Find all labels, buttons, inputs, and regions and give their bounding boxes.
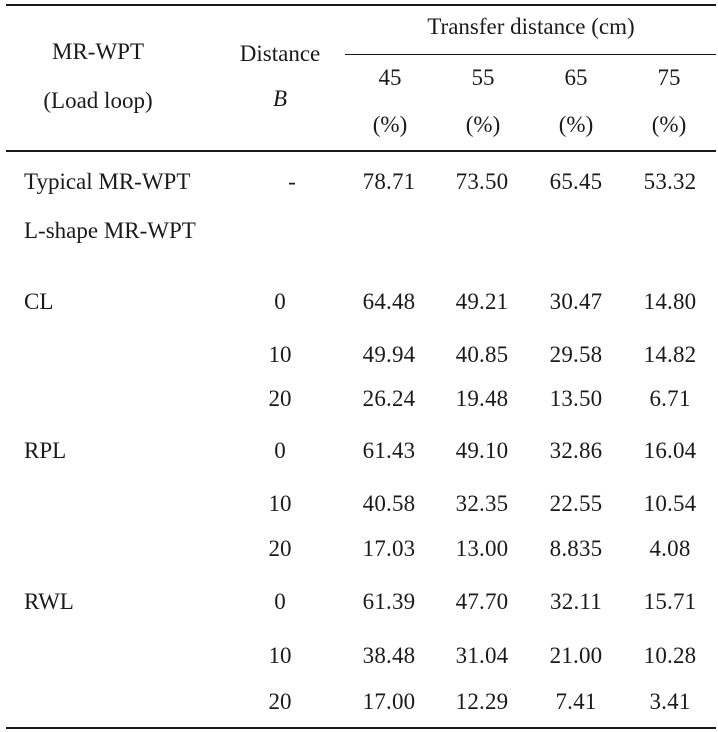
cell-75: 10.28 bbox=[643, 643, 697, 668]
cell-65: 30.47 bbox=[549, 289, 603, 314]
group-underline bbox=[345, 54, 716, 55]
header-unit-65: (%) bbox=[558, 112, 594, 137]
header-distance-b: B bbox=[272, 86, 288, 111]
cell-75: 16.04 bbox=[643, 438, 697, 463]
cell-55: 32.35 bbox=[455, 491, 509, 516]
header-distance-75: 75 bbox=[657, 65, 681, 90]
row-distance-b: 10 bbox=[268, 491, 292, 516]
top-rule bbox=[6, 4, 716, 6]
row-distance-b: 10 bbox=[268, 643, 292, 668]
cell-45: 17.03 bbox=[362, 536, 416, 561]
cell-75: 14.82 bbox=[643, 342, 697, 367]
header-distance-45: 45 bbox=[378, 65, 402, 90]
cell-45: 61.39 bbox=[362, 589, 416, 614]
row-distance-b: 20 bbox=[268, 536, 292, 561]
cell-75: 6.71 bbox=[649, 386, 691, 411]
bottom-rule bbox=[6, 727, 716, 729]
cell-75: 4.08 bbox=[649, 536, 691, 561]
header-distance: Distance bbox=[239, 41, 321, 66]
cell-75: 3.41 bbox=[649, 689, 691, 714]
cell-75: 15.71 bbox=[643, 589, 697, 614]
row-label: CL bbox=[24, 289, 54, 314]
cell-65: 13.50 bbox=[549, 386, 603, 411]
cell-45: 49.94 bbox=[362, 342, 416, 367]
cell-55: 31.04 bbox=[455, 643, 509, 668]
row-distance-b: 0 bbox=[274, 589, 286, 614]
cell-65: 21.00 bbox=[549, 643, 603, 668]
cell-65: 65.45 bbox=[549, 169, 603, 194]
cell-65: 8.835 bbox=[549, 536, 603, 561]
header-transfer-distance: Transfer distance (cm) bbox=[427, 14, 635, 39]
cell-55: 19.48 bbox=[455, 386, 509, 411]
cell-75: 53.32 bbox=[643, 169, 697, 194]
cell-65: 32.11 bbox=[550, 589, 602, 614]
cell-45: 64.48 bbox=[362, 289, 416, 314]
row-distance-b: 10 bbox=[268, 342, 292, 367]
header-mr-wpt: MR-WPT bbox=[52, 39, 144, 64]
header-unit-45: (%) bbox=[372, 112, 408, 137]
row-label: RWL bbox=[24, 589, 74, 614]
cell-45: 40.58 bbox=[362, 491, 416, 516]
cell-65: 29.58 bbox=[549, 342, 603, 367]
cell-55: 12.29 bbox=[455, 689, 509, 714]
cell-45: 61.43 bbox=[362, 438, 416, 463]
cell-45: 17.00 bbox=[362, 689, 416, 714]
cell-75: 14.80 bbox=[643, 289, 697, 314]
row-distance-b: - bbox=[288, 169, 296, 194]
cell-45: 26.24 bbox=[362, 386, 416, 411]
row-label: RPL bbox=[24, 438, 67, 463]
row-distance-b: 0 bbox=[274, 438, 286, 463]
row-distance-b: 0 bbox=[274, 289, 286, 314]
cell-55: 13.00 bbox=[455, 536, 509, 561]
header-unit-75: (%) bbox=[651, 112, 687, 137]
cell-45: 38.48 bbox=[362, 643, 416, 668]
cell-55: 73.50 bbox=[455, 169, 509, 194]
cell-45: 78.71 bbox=[362, 169, 416, 194]
row-label: L-shape MR-WPT bbox=[24, 218, 196, 243]
cell-65: 22.55 bbox=[549, 491, 603, 516]
cell-75: 10.54 bbox=[643, 491, 697, 516]
cell-55: 47.70 bbox=[455, 589, 509, 614]
cell-55: 49.10 bbox=[455, 438, 509, 463]
cell-65: 7.41 bbox=[555, 689, 597, 714]
header-load-loop: (Load loop) bbox=[43, 88, 153, 113]
cell-55: 49.21 bbox=[455, 289, 509, 314]
row-distance-b: 20 bbox=[268, 386, 292, 411]
header-bottom-rule bbox=[6, 150, 716, 152]
cell-65: 32.86 bbox=[549, 438, 603, 463]
row-distance-b: 20 bbox=[268, 689, 292, 714]
header-unit-55: (%) bbox=[465, 112, 501, 137]
header-distance-65: 65 bbox=[564, 65, 588, 90]
header-distance-55: 55 bbox=[471, 65, 495, 90]
row-label: Typical MR-WPT bbox=[24, 169, 191, 194]
cell-55: 40.85 bbox=[455, 342, 509, 367]
